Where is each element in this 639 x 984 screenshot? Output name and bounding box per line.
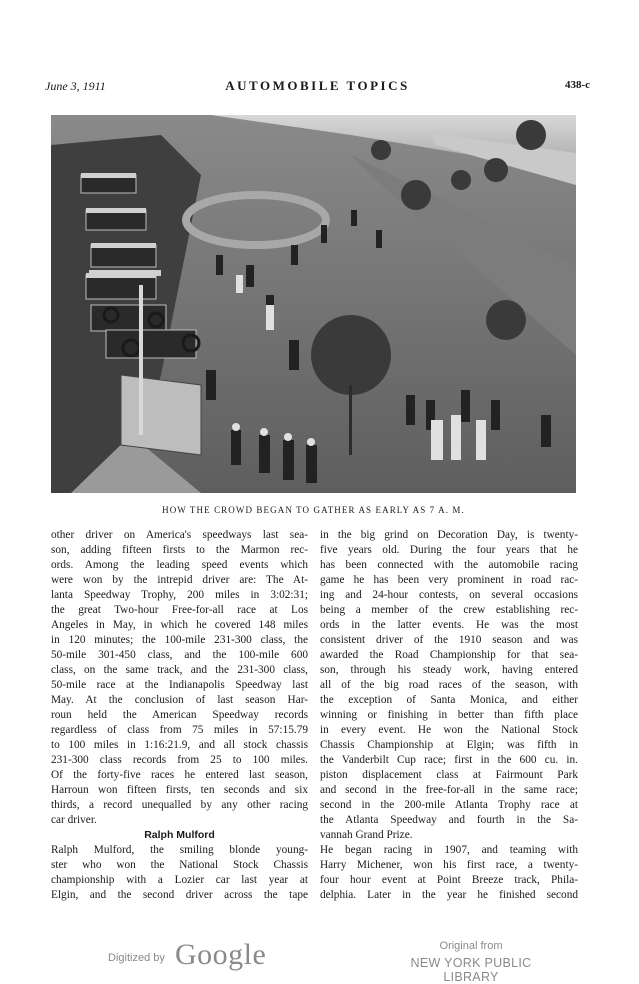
photo-caption: HOW THE CROWD BEGAN TO GATHER AS EARLY AS 7 A. M. bbox=[162, 505, 465, 515]
magazine-title: AUTOMOBILE TOPICS bbox=[225, 78, 410, 93]
text-line: consistent driver of the 1910 season and was bbox=[320, 634, 578, 646]
issue-date: June 3, 1911 bbox=[45, 79, 106, 93]
google-logo: Google bbox=[175, 938, 267, 971]
text-line: and second in the free-for-all in the same race; bbox=[320, 784, 578, 796]
text-line: vannah Grand Prize. bbox=[320, 829, 413, 841]
digitized-by-label: Digitized by bbox=[108, 952, 165, 964]
text-line: the great Two-hour Free-for-all race at Los bbox=[51, 604, 308, 616]
library-name: NEW YORK PUBLIC LIBRARY bbox=[410, 956, 532, 984]
text-line: He began racing in 1907, and teaming with bbox=[320, 844, 578, 856]
text-line: 50-mile race at the Indianapolis Speedway last bbox=[51, 679, 308, 691]
text-line: awarded the Road Championship for that sea- bbox=[320, 649, 578, 661]
article-left-column bbox=[51, 528, 308, 903]
text-line: four hour event at Point Breeze track, Phila- bbox=[320, 874, 578, 886]
text-line: 231-300 class records from 25 to 100 miles. bbox=[51, 754, 308, 766]
text-line: the Vanderbilt Cup race; first in the 600 cu. in. bbox=[320, 754, 578, 766]
text-line: lanta Speedway Trophy, 200 miles in 3:02:31; bbox=[51, 589, 308, 601]
text-line: were won by the intrepid driver are: The At- bbox=[51, 574, 308, 586]
text-line: to 100 miles in 1:16:21.9, and all stock chassis bbox=[51, 739, 308, 751]
text-line: son, adding fifteen firsts to the Marmon rec- bbox=[51, 544, 308, 556]
page-header bbox=[45, 79, 590, 99]
text-line: 50-mile 301-450 class, and the 100-mile 600 bbox=[51, 649, 308, 661]
text-line: Elgin, and the second driver across the tape bbox=[51, 889, 308, 901]
text-line: delphia. Later in the year he finished second bbox=[320, 889, 578, 901]
text-line: winning or finishing in better than fifth place bbox=[320, 709, 578, 721]
text-line: May. At the conclusion of last season Har- bbox=[51, 694, 308, 706]
page-number: 438-c bbox=[564, 79, 590, 91]
text-line: has been connected with the automobile racing bbox=[320, 559, 578, 571]
text-line: being a member of the crew establishing rec- bbox=[320, 604, 578, 616]
text-line: five years old. During the four years that he bbox=[320, 544, 578, 556]
original-from-label: Original from bbox=[439, 940, 503, 952]
text-line: second in the 200-mile Atlanta Trophy race at bbox=[320, 799, 578, 811]
text-line: ster who won the National Stock Chassis bbox=[51, 859, 308, 871]
text-line: Angeles in May, in which he covered 148 miles bbox=[51, 619, 308, 631]
text-line: game he has been very prominent in road rac- bbox=[320, 574, 578, 586]
crowd-photograph bbox=[51, 115, 576, 493]
text-line: thirds, a record unequalled by any other racing bbox=[51, 799, 308, 811]
article-right-column bbox=[320, 528, 578, 903]
text-line: the exception of Santa Monica, and either bbox=[320, 694, 578, 706]
text-line: piston displacement class at Fairmount Park bbox=[320, 769, 578, 781]
text-line: in every event. He won the National Stock bbox=[320, 724, 578, 736]
text-line: in the big grind on Decoration Day, is twenty- bbox=[320, 529, 578, 541]
text-line: championship with a Lozier car last year at bbox=[51, 874, 308, 886]
text-line: all of the big road races of the season, with bbox=[320, 679, 578, 691]
text-line: in 120 minutes; the 100-mile 231-300 class, the bbox=[51, 634, 308, 646]
text-line: Harry Michener, won his first race, a twenty- bbox=[320, 859, 578, 871]
text-line: class, on the same track, and the 231-300 class, bbox=[51, 664, 308, 676]
text-line: regardless of class from 75 miles in 57:15.79 bbox=[51, 724, 308, 736]
text-line: Chassis Championship at Elgin; was fifth in bbox=[320, 739, 578, 751]
section-subheading: Ralph Mulford bbox=[144, 829, 215, 841]
digitization-watermark bbox=[0, 938, 639, 984]
text-line: car driver. bbox=[51, 814, 97, 826]
text-line: ords. Among the leading speed events which bbox=[51, 559, 308, 571]
text-line: roun held the American Speedway records bbox=[51, 709, 308, 721]
text-line: Of the forty-five races he entered last season, bbox=[51, 769, 308, 781]
text-line: other driver on America's speedways last sea- bbox=[51, 529, 308, 541]
text-line: the Atlanta Speedway and fourth in the Sa- bbox=[320, 814, 578, 826]
text-line: Ralph Mulford, the smiling blonde young- bbox=[51, 844, 308, 856]
text-line: ing and 24-hour contests, on several occasions bbox=[320, 589, 578, 601]
text-line: son, through his steady work, having entered bbox=[320, 664, 578, 676]
text-line: ords in the latter events. He was the most bbox=[320, 619, 578, 631]
text-line: Harroun won fifteen firsts, ten seconds and six bbox=[51, 784, 308, 796]
